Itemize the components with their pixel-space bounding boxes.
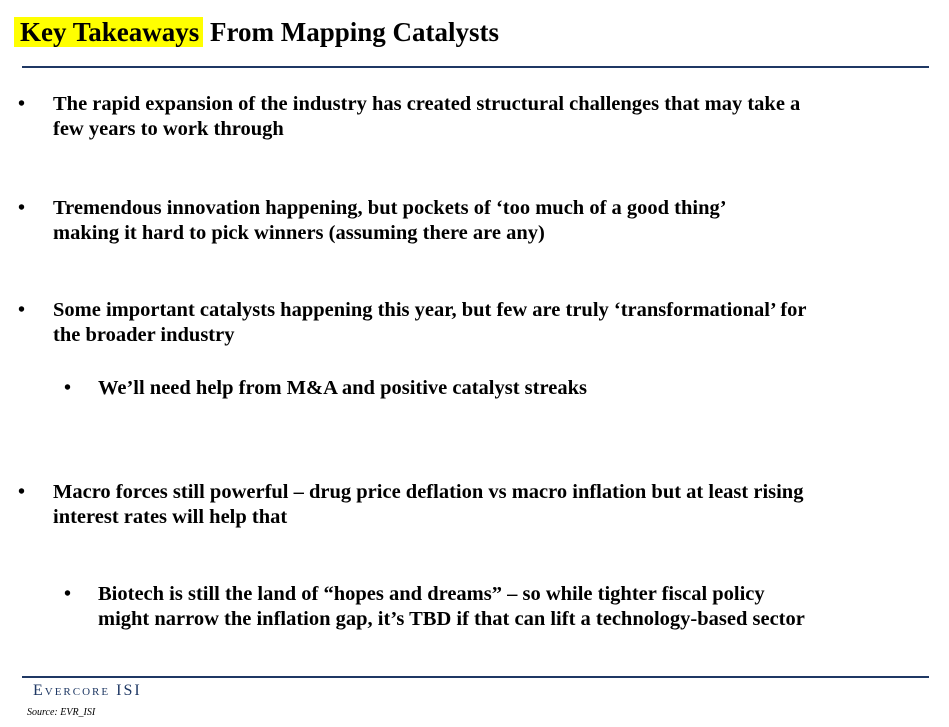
bullet-text-line: the broader industry [53, 324, 235, 346]
bullet-icon: • [18, 197, 26, 219]
title-divider [22, 66, 929, 68]
bullet-text-line: We’ll need help from M&A and positive catalyst streaks [98, 377, 587, 399]
bullet-icon: • [18, 93, 26, 115]
bullet-text-line: interest rates will help that [53, 506, 288, 528]
bullet-text-line: Macro forces still powerful – drug price deflation vs macro inflation but at least rising [53, 481, 804, 503]
bullet-item-2 [18, 196, 727, 246]
bullet-icon: • [64, 583, 72, 605]
bullet-icon: • [64, 377, 72, 399]
bullet-text-line: making it hard to pick winners (assuming there are any) [53, 222, 545, 244]
footer-brand-logo: Evercore ISI [33, 682, 142, 699]
slide-title [20, 14, 499, 50]
bullet-text-line: few years to work through [53, 118, 284, 140]
bullet-text-line: might narrow the inflation gap, it’s TBD if that can lift a technology-based sector [98, 608, 805, 630]
bullet-text-line: The rapid expansion of the industry has created structural challenges that may take a [53, 93, 801, 115]
bullet-text-line: Tremendous innovation happening, but pockets of ‘too much of a good thing’ [53, 197, 727, 219]
sub-bullet-item-2 [64, 582, 805, 632]
footer-source: Source: EVR_ISI [27, 707, 96, 718]
bullet-icon: • [18, 299, 26, 321]
bullet-text-line: Biotech is still the land of “hopes and dreams” – so while tighter fiscal policy [98, 583, 765, 605]
bullet-item-3 [18, 298, 807, 348]
bullet-item-1 [18, 92, 800, 142]
sub-bullet-item-1 [64, 376, 587, 401]
footer-divider [22, 676, 929, 678]
title-highlight: Key Takeaways [14, 17, 203, 47]
bullet-icon: • [18, 481, 26, 503]
title-rest: From Mapping Catalysts [203, 17, 500, 47]
bullet-item-4 [18, 480, 803, 530]
bullet-text-line: Some important catalysts happening this year, but few are truly ‘transformational’ for [53, 299, 807, 321]
